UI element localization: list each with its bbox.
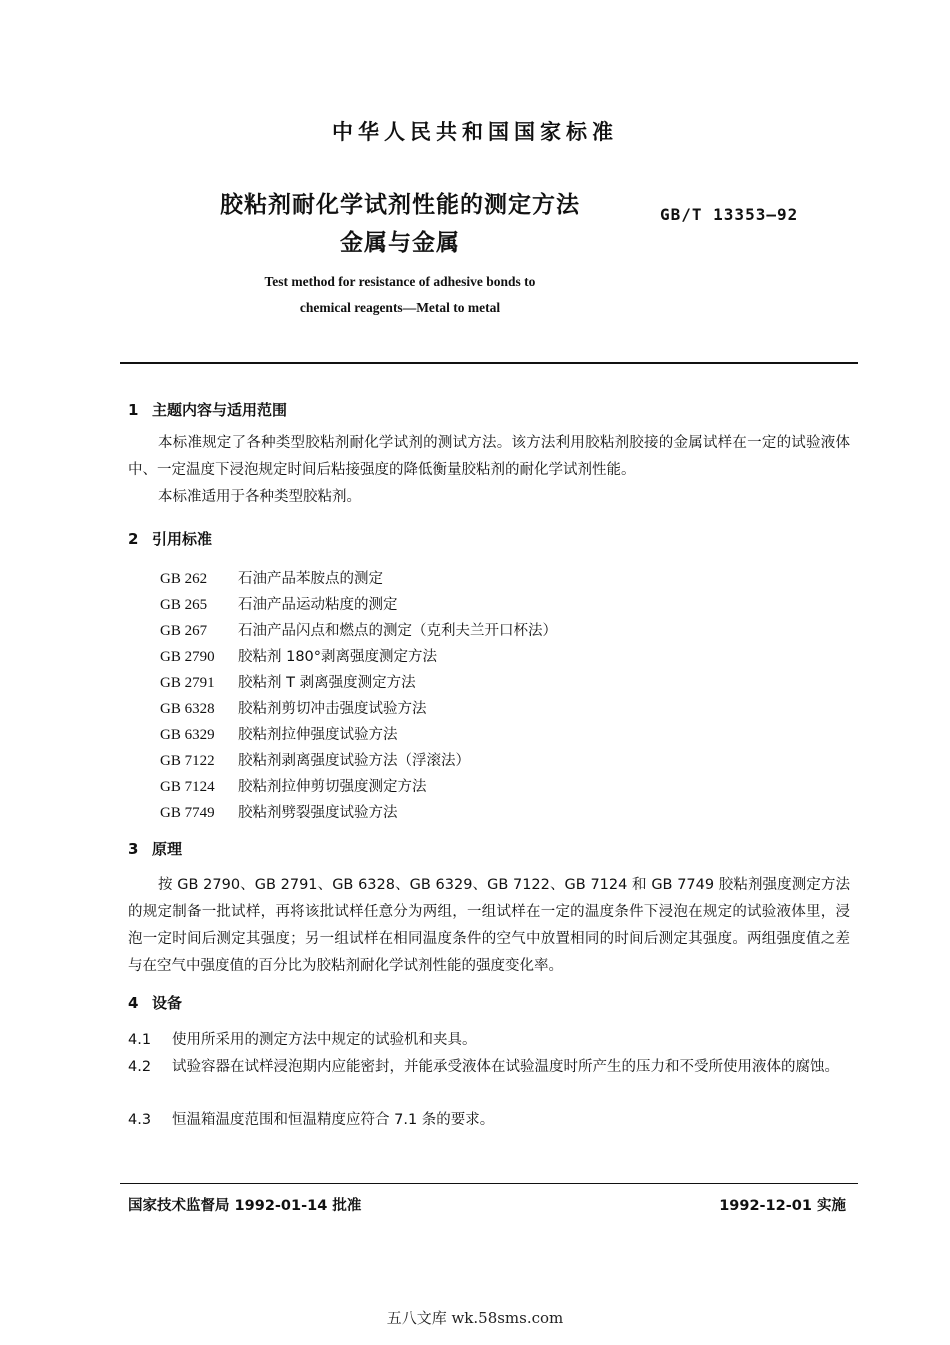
section-1-paragraph-1: 本标准规定了各种类型胶粘剂耐化学试剂的测试方法。该方法利用胶粘剂胶接的金属试样在一定的试验液体中、一定温度下浸泡规定时间后粘接强度的降低衡量胶粘剂的耐化学试剂性能。 xyxy=(128,435,850,478)
section-number: 4 xyxy=(128,994,139,1012)
clause-text: 使用所采用的测定方法中规定的试验机和夹具。 xyxy=(172,1032,477,1048)
header-rule xyxy=(120,362,858,364)
reference-item xyxy=(160,696,557,722)
section-title: 设备 xyxy=(152,994,183,1012)
section-title: 引用标准 xyxy=(152,530,213,548)
reference-title: 石油产品运动粘度的测定 xyxy=(238,597,398,613)
reference-item xyxy=(160,670,557,696)
reference-item xyxy=(160,774,557,800)
reference-title: 胶粘剂 T 剥离强度测定方法 xyxy=(238,675,416,691)
clause-number: 4.1 xyxy=(128,1032,152,1048)
reference-item xyxy=(160,722,557,748)
section-4-heading xyxy=(128,992,182,1013)
reference-list xyxy=(160,566,557,826)
reference-title: 石油产品闪点和燃点的测定（克利夫兰开口杯法） xyxy=(238,623,557,639)
reference-title: 胶粘剂劈裂强度试验方法 xyxy=(238,805,398,821)
section-2-heading xyxy=(128,528,212,549)
reference-item xyxy=(160,592,557,618)
clause-number: 4.3 xyxy=(128,1112,152,1128)
section-3-heading xyxy=(128,838,182,859)
reference-code: GB 2790 xyxy=(160,649,215,665)
reference-item xyxy=(160,644,557,670)
section-1-heading xyxy=(128,399,287,420)
document-title: 胶粘剂耐化学试剂性能的测定方法 xyxy=(220,192,580,218)
reference-code: GB 6329 xyxy=(160,727,215,743)
reference-title: 胶粘剂拉伸剪切强度测定方法 xyxy=(238,779,427,795)
clause-4-3 xyxy=(128,1107,850,1133)
reference-item xyxy=(160,566,557,592)
document-subtitle: 金属与金属 xyxy=(340,230,460,256)
reference-title: 胶粘剂剪切冲击强度试验方法 xyxy=(238,701,427,717)
reference-code: GB 7122 xyxy=(160,753,215,769)
section-number: 2 xyxy=(128,530,139,548)
reference-code: GB 6328 xyxy=(160,701,215,717)
reference-title: 胶粘剂剥离强度试验方法（浮滚法） xyxy=(238,753,470,769)
reference-code: GB 267 xyxy=(160,623,208,639)
reference-item xyxy=(160,618,557,644)
clause-4-1 xyxy=(128,1027,850,1053)
reference-item xyxy=(160,800,557,826)
section-title: 主题内容与适用范围 xyxy=(152,401,288,419)
section-number: 3 xyxy=(128,840,139,858)
english-title-line2: chemical reagents—Metal to metal xyxy=(299,300,501,315)
clause-text: 试验容器在试样浸泡期内应能密封，并能承受液体在试验温度时所产生的压力和不受所使用液体的腐蚀。 xyxy=(172,1059,839,1075)
reference-code: GB 7124 xyxy=(160,779,215,795)
clause-4-2 xyxy=(128,1054,850,1080)
national-standard-heading: 中华人民共和国国家标准 xyxy=(332,120,618,144)
english-title-line1: Test method for resistance of adhesive bonds to xyxy=(264,274,536,289)
standard-number: GB/T 13353—92 xyxy=(660,205,799,224)
reference-code: GB 2791 xyxy=(160,675,215,691)
approval-date: 国家技术监督局 1992-01-14 批准 xyxy=(128,1198,362,1214)
reference-title: 胶粘剂 180°剥离强度测定方法 xyxy=(238,649,438,665)
footer-rule xyxy=(120,1183,858,1184)
implementation-date: 1992-12-01 实施 xyxy=(719,1198,846,1214)
section-3-paragraph: 按 GB 2790、GB 2791、GB 6328、GB 6329、GB 7122、GB 7124 和 GB 7749 胶粘剂强度测定方法的规定制备一批试样，再将该批试样任意分为两组，一组试样在一定的温度条件下浸泡在规定的试验液体里，浸泡一定时间后测定其强度；另一组试样在相同温度条件的空气中放置相同的时间后测定其强度。两组强度值之差与在空气中强度值的百分比为胶粘剂耐化学试剂性能的强度变化率。 xyxy=(128,877,850,974)
section-number: 1 xyxy=(128,401,139,419)
reference-code: GB 7749 xyxy=(160,805,215,821)
reference-item xyxy=(160,748,557,774)
reference-title: 石油产品苯胺点的测定 xyxy=(238,571,383,587)
clause-text: 恒温箱温度范围和恒温精度应符合 7.1 条的要求。 xyxy=(172,1112,495,1128)
reference-title: 胶粘剂拉伸强度试验方法 xyxy=(238,727,398,743)
section-title: 原理 xyxy=(152,840,183,858)
reference-code: GB 265 xyxy=(160,597,208,613)
section-1-paragraph-2: 本标准适用于各种类型胶粘剂。 xyxy=(158,489,361,505)
clause-number: 4.2 xyxy=(128,1059,152,1075)
reference-code: GB 262 xyxy=(160,571,208,587)
watermark-text: 五八文库 wk.58sms.com xyxy=(386,1309,564,1327)
